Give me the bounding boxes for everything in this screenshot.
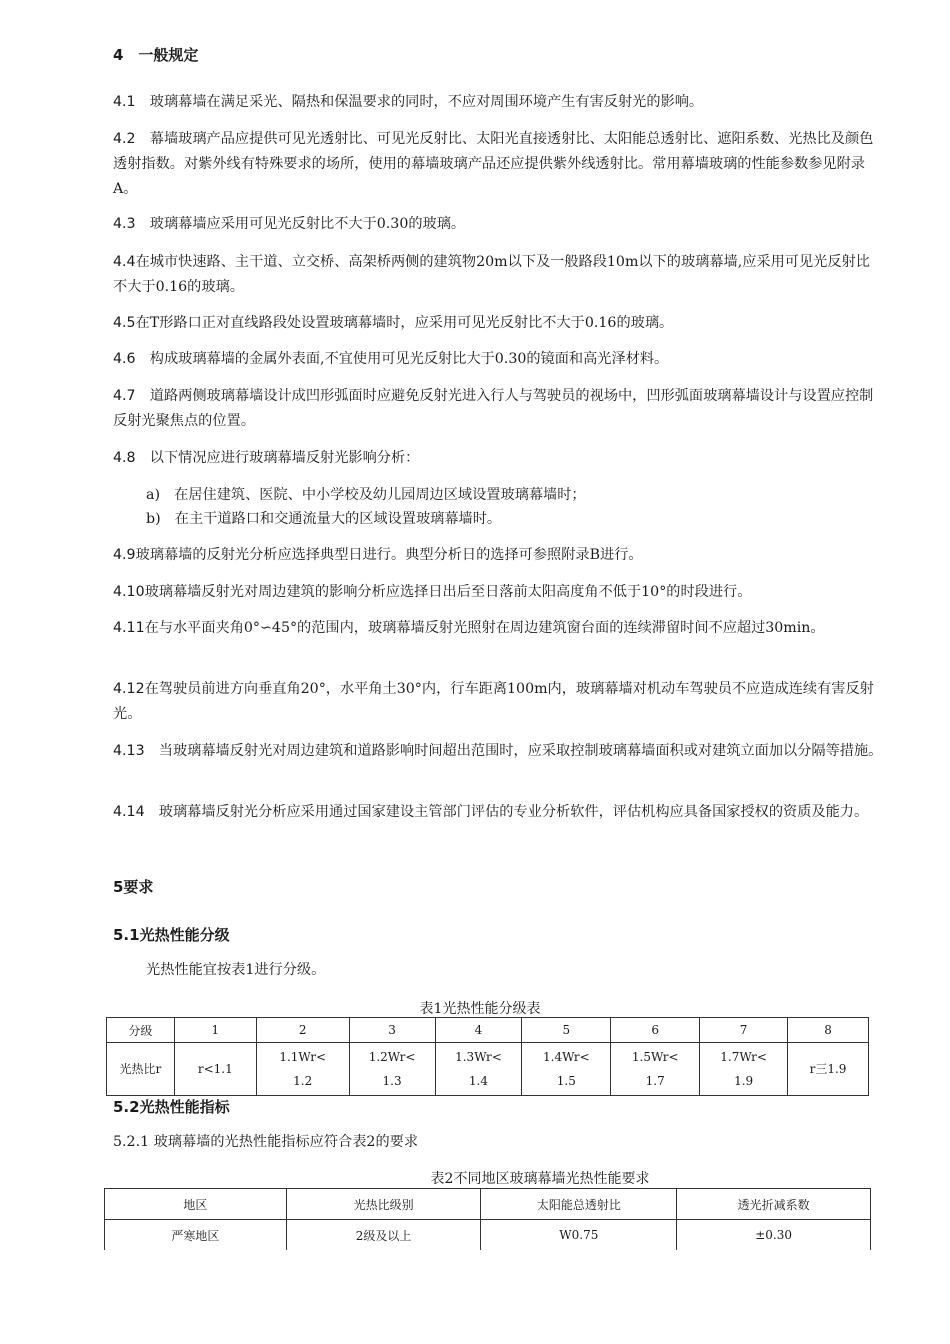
table-1-caption: 表1光热性能分级表 — [419, 1001, 541, 1017]
table-cell: 8 — [788, 1018, 869, 1043]
clause-4-8 — [113, 446, 883, 471]
clause-text: 道路两侧玻璃幕墙设计成凹形弧面时应避免反射光进入行人与驾驶员的视场中，凹形弧面玻璃幕墙设计与设置应控制反射光聚焦点的位置。 — [113, 388, 874, 429]
table-2-data-row — [105, 1220, 871, 1251]
subsection-5-2-heading: 5.2光热性能指标 — [113, 1098, 230, 1116]
table-cell: 2级及以上 — [286, 1220, 481, 1251]
table-cell: 1.2Wr< 1.3 — [349, 1043, 435, 1096]
clause-4-12 — [113, 677, 883, 727]
clause-number: 4.13 — [113, 743, 145, 759]
clause-text: 玻璃幕墙的反射光分析应选择典型日进行。典型分析日的选择可参照附录B进行。 — [135, 547, 643, 563]
list-item-b: b) 在主干道路口和交通流量大的区域设置玻璃幕墙时。 — [146, 511, 502, 527]
clause-4-10 — [113, 580, 883, 605]
clause-number: 4.10 — [113, 584, 145, 600]
table-cell: 严寒地区 — [105, 1220, 287, 1251]
table-cell: r三1.9 — [788, 1043, 869, 1096]
table-1 — [106, 1017, 869, 1096]
clause-4-5 — [113, 311, 883, 336]
table-cell: 光热比r — [107, 1043, 175, 1096]
clause-number: 4.2 — [113, 131, 136, 147]
clause-number: 4.6 — [113, 351, 136, 367]
clause-text: 玻璃幕墙应采用可见光反射比不大于0.30的玻璃。 — [135, 216, 466, 232]
clause-text: 当玻璃幕墙反射光对周边建筑和道路影响时间超出范围时，应采取控制玻璃幕墙面积或对建筑立面加以分隔等措施。 — [144, 743, 883, 759]
table-cell: 1.1Wr< 1.2 — [256, 1043, 349, 1096]
clause-number: 4.12 — [113, 681, 145, 697]
section-5-heading: 5要求 — [113, 878, 154, 896]
clause-number: 4.1 — [113, 94, 136, 110]
clause-number: 4.9 — [113, 547, 136, 563]
table-cell: 分级 — [107, 1018, 175, 1043]
table-2-header-row — [105, 1189, 871, 1220]
clause-number: 4.14 — [113, 804, 145, 820]
table-2-caption: 表2不同地区玻璃幕墙光热性能要求 — [430, 1171, 650, 1187]
clause-4-9 — [113, 543, 883, 568]
clause-4-3 — [113, 212, 883, 237]
table-1-header-row — [107, 1018, 869, 1043]
table-cell: 4 — [435, 1018, 522, 1043]
section-4-heading: 4 一般规定 — [113, 46, 199, 64]
subsection-5-1-text: 光热性能宜按表1进行分级。 — [146, 962, 326, 978]
clause-4-7 — [113, 384, 883, 434]
table-cell: 地区 — [105, 1189, 287, 1220]
clause-text: 在T形路口正对直线路段处设置玻璃幕墙时，应采用可见光反射比不大于0.16的玻璃。 — [135, 315, 674, 331]
table-cell: 2 — [256, 1018, 349, 1043]
table-cell: 5 — [522, 1018, 611, 1043]
clause-text: 玻璃幕墙反射光分析应采用通过国家建设主管部门评估的专业分析软件，评估机构应具备国家授权的资质及能力。 — [144, 804, 869, 820]
clause-4-14 — [113, 800, 883, 825]
clause-5-2-1: 5.2.1 玻璃幕墙的光热性能指标应符合表2的要求 — [113, 1134, 419, 1150]
clause-text: 玻璃幕墙在满足采光、隔热和保温要求的同时，不应对周围环境产生有害反射光的影响。 — [135, 94, 704, 110]
table-cell: r<1.1 — [174, 1043, 256, 1096]
clause-number: 4.4 — [113, 254, 136, 270]
table-cell: 1.5Wr< 1.7 — [611, 1043, 700, 1096]
table-cell: 3 — [349, 1018, 435, 1043]
table-cell: 1.4Wr< 1.5 — [522, 1043, 611, 1096]
clause-number: 4.8 — [113, 450, 136, 466]
list-item-a: a) 在居住建筑、医院、中小学校及幼儿园周边区域设置玻璃幕墙时； — [146, 487, 586, 503]
table-cell: 1.7Wr< 1.9 — [700, 1043, 788, 1096]
clause-number: 4.5 — [113, 315, 136, 331]
clause-text: 以下情况应进行玻璃幕墙反射光影响分析： — [135, 450, 420, 466]
clause-text: 在城市快速路、主干道、立交桥、高架桥两侧的建筑物20m以下及一般路段10m以下的玻璃幕墙,应采用可见光反射比不大于0.16的玻璃。 — [113, 254, 870, 295]
clause-number: 4.7 — [113, 388, 136, 404]
clause-4-6 — [113, 347, 883, 372]
subsection-5-1-heading: 5.1光热性能分级 — [113, 926, 230, 944]
table-cell: 光热比级别 — [286, 1189, 481, 1220]
table-2 — [104, 1188, 871, 1250]
clause-text: 玻璃幕墙反射光对周边建筑的影响分析应选择日出后至日落前太阳高度角不低于10°的时段进行。 — [144, 584, 752, 600]
clause-4-13 — [113, 739, 883, 764]
table-cell: 1 — [174, 1018, 256, 1043]
table-cell: 6 — [611, 1018, 700, 1043]
clause-number: 4.11 — [113, 620, 145, 636]
clause-number: 4.3 — [113, 216, 136, 232]
table-cell: 7 — [700, 1018, 788, 1043]
table-cell: ±0.30 — [677, 1220, 871, 1251]
table-1-data-row — [107, 1043, 869, 1096]
clause-4-2 — [113, 127, 883, 202]
table-cell: 透光折减系数 — [677, 1189, 871, 1220]
clause-text: 幕墙玻璃产品应提供可见光透射比、可见光反射比、太阳光直接透射比、太阳能总透射比、遮阳系数、光热比及颜色透射指数。对紫外线有特殊要求的场所，使用的幕墙玻璃产品还应提供紫外线透射比。常用幕墙玻璃的性能参数参见附录A。 — [113, 131, 874, 197]
table-cell: W0.75 — [481, 1220, 677, 1251]
clause-text: 在驾驶员前进方向垂直角20°，水平角土30°内，行车距离100m内，玻璃幕墙对机动车驾驶员不应造成连续有害反射光。 — [113, 681, 874, 722]
table-cell: 太阳能总透射比 — [481, 1189, 677, 1220]
clause-4-1 — [113, 90, 883, 115]
clause-4-4 — [113, 250, 883, 300]
clause-text: 构成玻璃幕墙的金属外表面,不宜使用可见光反射比大于0.30的镜面和高光泽材料。 — [135, 351, 669, 367]
clause-4-11 — [113, 616, 883, 641]
table-cell: 1.3Wr< 1.4 — [435, 1043, 522, 1096]
clause-text: 在与水平面夹角0°∽45°的范围内，玻璃幕墙反射光照射在周边建筑窗台面的连续滞留时间不应超过30min。 — [144, 620, 825, 636]
